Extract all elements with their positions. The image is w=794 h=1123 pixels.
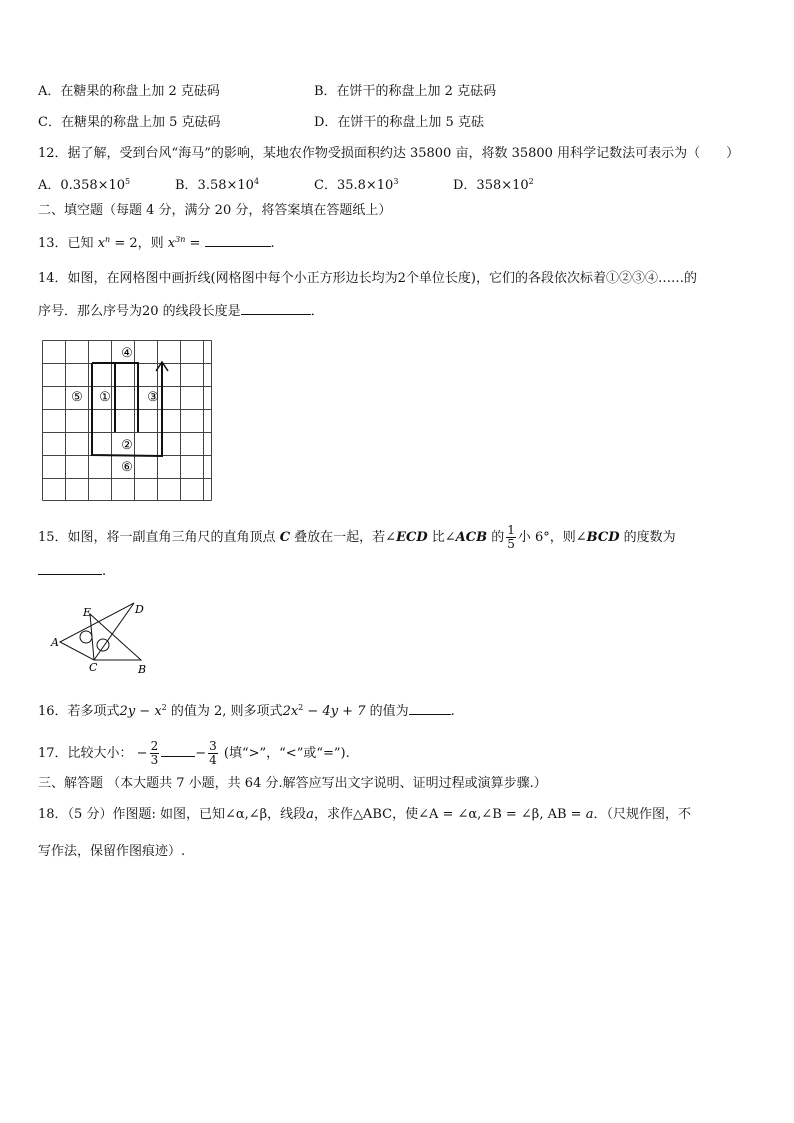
q12-option-d: D．$358\times 10^2$ [453, 177, 534, 193]
point-e-label: E [83, 606, 92, 619]
label-3: ③ [147, 390, 159, 405]
q11-option-d: D．在饼干的称盘上加 5 克砝 [314, 115, 484, 130]
q12-stem: 12．据了解，受到台风“海马”的影响，某地农作物受损面积约达 35800 亩，将数 35800 用科学记数法可表示为（ ） [38, 146, 740, 161]
q12-option-c: C．$35.8\times 10^3$ [314, 177, 399, 193]
q13-answer-blank [205, 234, 271, 247]
q12-option-b: B．$3.58\times 10^4$ [175, 177, 260, 193]
q14-answer-blank [241, 302, 311, 315]
angle-mark-circle [97, 639, 109, 651]
section-2-heading: 二、填空题（每题 4 分，满分 20 分，将答案填在答题纸上） [38, 203, 392, 218]
q17: 17．比较大小： − $\frac{2}{3}$ − $\frac{3}{4}$ (填“>”，“<”或“=”). [38, 739, 350, 767]
q16-answer-blank [409, 702, 451, 715]
q17-answer-blank [161, 744, 195, 757]
q16: 16．若多项式$2y - x^2$ 的值为 2, 则多项式$2x^2 - 4y + 7$ 的值为 . [38, 703, 455, 719]
q13: 13．已知 $x^n = 2$，则 $x^{3n}$ = . [38, 235, 275, 251]
grid-figure [40, 338, 216, 504]
q11-option-b: B．在饼干的称盘上加 2 克砝码 [314, 84, 497, 99]
q15-line-1: 15．如图，将一副直角三角尺的直角顶点 C 叠放在一起，若∠ECD 比∠ACB 的 $\frac{1}{5}$ 小 6°，则∠BCD 的度数为 [38, 523, 676, 551]
q17-fraction-1: $\frac{2}{3}$ [150, 739, 159, 767]
q11-option-c: C．在糖果的称盘上加 5 克砝码 [38, 115, 221, 130]
label-5: ⑤ [71, 390, 83, 405]
point-c-label: C [89, 661, 98, 674]
label-4: ④ [121, 346, 133, 361]
point-b-label: B [138, 663, 147, 676]
q15-fraction: $\frac{1}{5}$ [507, 523, 515, 551]
q14-line-1: 14．如图，在网格图中画折线(网格图中每个小正方形边长均为2个单位长度)，它们的各段依次标着①②③④……的 [38, 271, 697, 286]
q12-option-a: A．$0.358\times 10^5$ [38, 177, 131, 193]
q11-option-a: A．在糖果的称盘上加 2 克砝码 [38, 84, 220, 99]
q18-line-1: 18．（5 分）作图题: 如图，已知∠α,∠β，线段a，求作△ABC，使∠A = ∠α,∠B = ∠β, AB = a．（尺规作图，不 [38, 807, 691, 822]
q14-line-2: 序号．那么序号为20 的线段长度是 ． [38, 304, 324, 319]
label-2: ② [121, 438, 133, 453]
point-d-label: D [135, 603, 144, 616]
q15-answer-blank [38, 562, 102, 575]
triangle-figure [46, 598, 156, 678]
section-3-heading: 三、解答题 （本大题共 7 小题，共 64 分.解答应写出文字说明、证明过程或演算步骤.） [38, 776, 547, 791]
label-1: ① [99, 390, 111, 405]
point-a-label: A [51, 636, 59, 649]
angle-mark-circle [80, 631, 92, 643]
q15-line-2: . [38, 562, 106, 581]
q17-fraction-2: $\frac{3}{4}$ [209, 739, 217, 767]
q18-line-2: 写作法，保留作图痕迹）. [38, 844, 186, 859]
label-6: ⑥ [121, 460, 133, 475]
